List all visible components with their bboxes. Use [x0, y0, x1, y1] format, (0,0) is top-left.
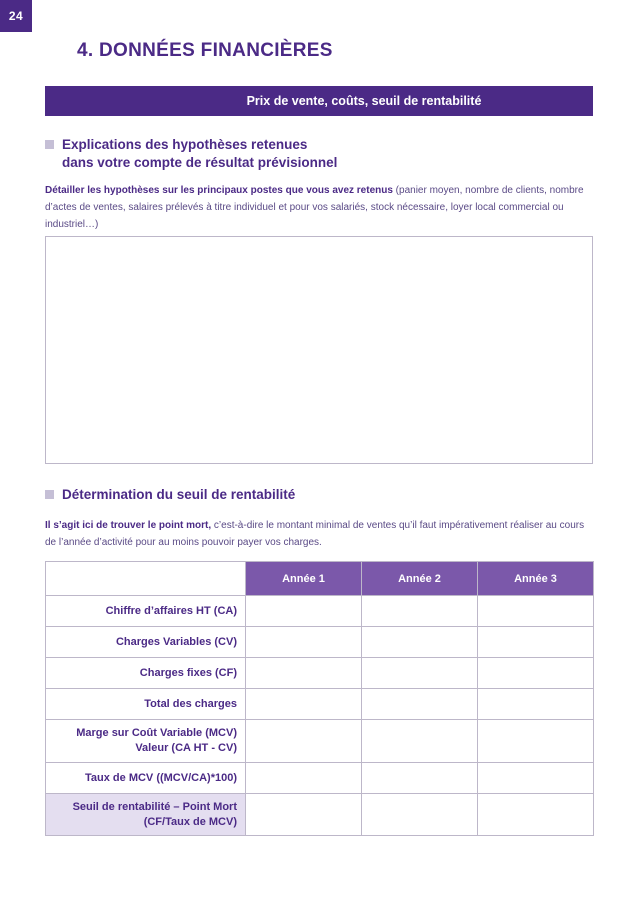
row-label	[46, 720, 246, 763]
input-cell[interactable]	[246, 689, 362, 720]
table-row	[46, 658, 594, 689]
input-cell[interactable]	[362, 763, 478, 794]
breakeven-heading	[45, 486, 295, 504]
table-header-row	[46, 562, 594, 596]
table-row	[46, 596, 594, 627]
input-cell[interactable]	[478, 720, 594, 763]
hypotheses-instructions-text: (panier moyen, nombre de clients, nombre d’actes de ventes, salaires prélevés à titre individuel et pour vos salariés, stock nécessaire, loyer local commercial ou industriel…)	[45, 185, 584, 230]
input-cell[interactable]	[362, 627, 478, 658]
column-header-year1: Année 1	[246, 562, 362, 596]
row-label: Charges Variables (CV)	[46, 627, 246, 658]
column-header-year2: Année 2	[362, 562, 478, 596]
input-cell[interactable]	[478, 596, 594, 627]
table-row	[46, 763, 594, 794]
input-cell[interactable]	[478, 763, 594, 794]
table-row	[46, 627, 594, 658]
square-bullet-icon	[45, 140, 54, 149]
breakeven-heading-text: Détermination du seuil de rentabilité	[62, 487, 296, 502]
breakeven-instructions-text: c’est-à-dire le montant minimal de ventes qu’il faut impérativement réaliser au cours de l’année d’activité pour au moins pouvoir payer vos charges.	[45, 520, 585, 548]
hypotheses-instructions-bold: Détailler les hypothèses sur les principaux postes que vous avez retenus	[45, 185, 393, 196]
hypotheses-instructions	[45, 182, 593, 233]
input-cell[interactable]	[362, 658, 478, 689]
input-cell[interactable]	[246, 763, 362, 794]
input-cell[interactable]	[246, 794, 362, 836]
input-cell[interactable]	[362, 596, 478, 627]
row-label-line2: (CF/Taux de MCV)	[143, 815, 237, 828]
input-cell[interactable]	[246, 627, 362, 658]
input-cell[interactable]	[362, 689, 478, 720]
hypotheses-heading-text	[62, 136, 337, 172]
banner-title: Prix de vente, coûts, seuil de rentabilité	[246, 94, 482, 108]
table-row	[46, 720, 594, 763]
breakeven-instructions	[45, 517, 593, 551]
input-cell[interactable]	[246, 596, 362, 627]
row-label: Chiffre d’affaires HT (CA)	[46, 596, 246, 627]
table-row-highlight	[46, 794, 594, 836]
input-cell[interactable]	[478, 794, 594, 836]
input-cell[interactable]	[478, 689, 594, 720]
table-row	[46, 689, 594, 720]
input-cell[interactable]	[362, 720, 478, 763]
breakeven-instructions-bold: Il s’agit ici de trouver le point mort,	[45, 520, 212, 531]
row-label-line1: Seuil de rentabilité – Point Mort	[72, 800, 237, 813]
table-header-blank	[46, 562, 246, 596]
row-label: Taux de MCV ((MCV/CA)*100)	[46, 763, 246, 794]
row-label-line2: Valeur (CA HT - CV)	[135, 742, 237, 754]
input-cell[interactable]	[246, 720, 362, 763]
page-number: 24	[0, 0, 32, 32]
row-label: Total des charges	[46, 689, 246, 720]
row-label-line1: Marge sur Coût Variable (MCV)	[76, 727, 237, 739]
column-header-year3: Année 3	[478, 562, 594, 596]
hypotheses-heading-line2: dans votre compte de résultat prévisionnel	[62, 155, 338, 170]
section-title: 4. DONNÉES FINANCIÈRES	[77, 40, 333, 61]
input-cell[interactable]	[246, 658, 362, 689]
section-banner	[45, 86, 593, 116]
hypotheses-textarea[interactable]	[45, 236, 593, 464]
input-cell[interactable]	[362, 794, 478, 836]
hypotheses-heading-line1: Explications des hypothèses retenues	[62, 137, 308, 152]
breakeven-table	[45, 561, 594, 836]
hypotheses-heading	[45, 136, 337, 172]
row-label: Charges fixes (CF)	[46, 658, 246, 689]
input-cell[interactable]	[478, 627, 594, 658]
row-label	[46, 794, 246, 836]
input-cell[interactable]	[478, 658, 594, 689]
square-bullet-icon	[45, 490, 54, 499]
